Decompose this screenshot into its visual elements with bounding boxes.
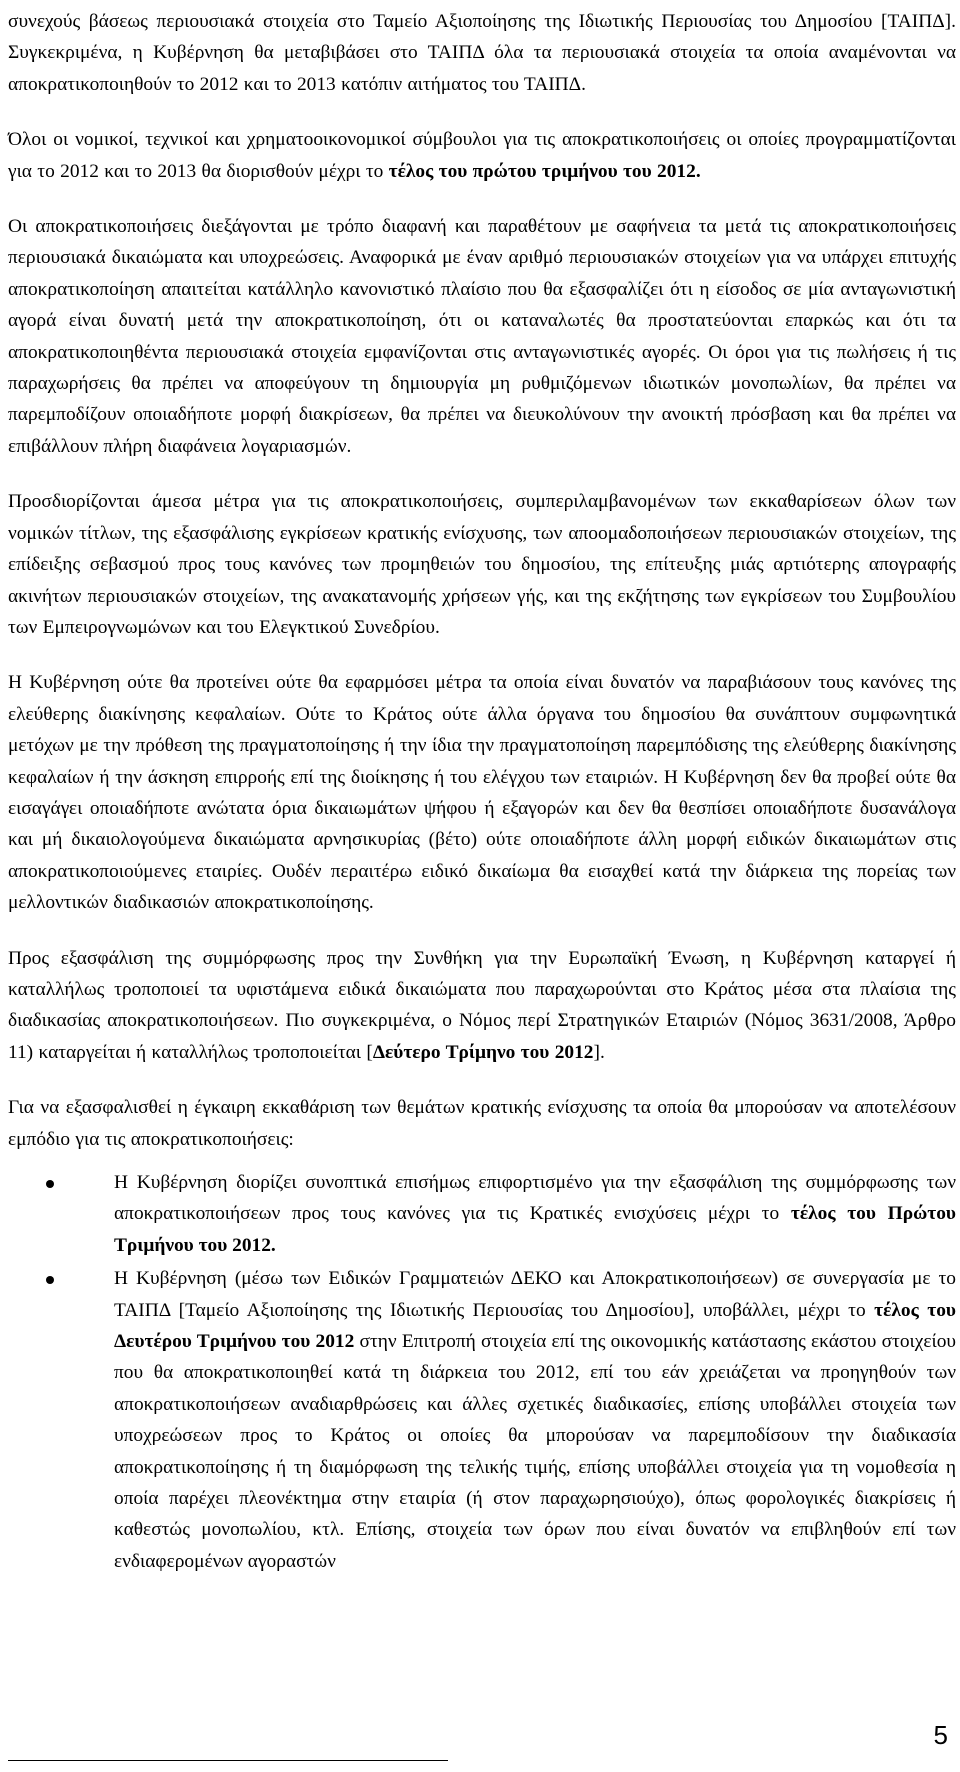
- paragraph-state-aid-intro: [8, 1092, 956, 1155]
- deadline-bold: τέλος του πρώτου τριμήνου του 2012.: [388, 160, 701, 182]
- paragraph-text: Οι αποκρατικοποιήσεις διεξάγονται με τρόπο διαφανή και παραθέτουν με σαφήνεια τα μετά τις αποκρατικοποιήσεις περιουσιακά δικαιώματα και υποχρεώσεις. Αναφορικά με έναν αριθμό περιουσιακών στοιχείων για να υπάρχει επιτυχής αποκρατικοποίηση απαιτείται κατάλληλο κανονιστικό πλαίσιο που θα εξασφαλίζει ότι η είσοδος σε μία ανταγωνιστική αγορά είναι δυνατή μετά την αποκρατικοποίηση, ότι οι καταναλωτές θα προστατεύονται επαρκώς και ότι τα αποκρατικοποιηθέντα περιουσιακά στοιχεία εμφανίζονται στις ανταγωνιστικές αγορές. Οι όροι για τις πωλήσεις ή τις παραχωρήσεις θα πρέπει να αποφεύγουν τη δημιουργία μη ρυθμιζόμενων ιδιωτικών μονοπωλίων, θα πρέπει να παρεμποδίζουν οποιαδήποτε μορφή διακρίσεων, θα πρέπει να διευκολύνουν την ανοικτή πρόσβαση και θα πρέπει να επιβάλλουν πλήρη διαφάνεια λογαριασμών.: [8, 216, 956, 457]
- paragraph-text-after: ].: [593, 1041, 605, 1063]
- list-item: [8, 1263, 956, 1577]
- deadline-bold: τέλος του Δευτέρου Τριμήνου του 2012: [114, 1299, 956, 1353]
- list-item: [8, 1167, 956, 1261]
- list-item-text: Η Κυβέρνηση διορίζει συνοπτικά επισήμως επιφορτισμένο για την εξασφάλιση της συμμόρφωσης των αποκρατικοποιήσεων προς τους κανόνες για τις Κρατικές ενισχύσεις μέχρι το: [114, 1172, 956, 1225]
- paragraph-transparency: [8, 211, 956, 462]
- bullet-list: [8, 1167, 956, 1577]
- list-item-text-after: στην Επιτροπή στοιχεία επί της οικονομικής κατάστασης εκάστου στοιχείου που θα αποκρατικοποιηθεί κατά τη διάρκεια του 2012, επί του εάν χρειάζεται να προηγηθούν των αποκρατικοποιήσεων αναδιαρθρώσεις και άλλες σχετικές διαδικασίες, επίσης υποβάλλει στοιχεία των υποχρεώσεων προς το Κράτος οι οποίες θα μπορούσαν να παρεμποδίσουν την διαδικασία αποκρατικοποίησης ή τη διαμόρφωση της τελικής τιμής, επίσης υποβάλλει στοιχεία για τη νομοθεσία η οποία παρέχει πλεονέκτημα στην εταιρία (ή στον παραχωρησιούχο), όπως φορολογικές διακρίσεις ή καθεστώς μονοπωλίου, κτλ. Επίσης, στοιχεία των όρων που είναι δυνατόν να επιβληθούν επί των ενδιαφερομένων αγοραστών: [114, 1331, 956, 1572]
- bullet-icon: [46, 1276, 54, 1284]
- document-page: [8, 0, 956, 1579]
- page-number: 5: [933, 1720, 948, 1750]
- paragraph-text: Για να εξασφαλισθεί η έγκαιρη εκκαθάριση των θεμάτων κρατικής ενίσχυσης τα οποία θα μπορούσαν να αποτελέσουν εμπόδιο για τις αποκρατικοποιήσεις:: [8, 1097, 956, 1150]
- deadline-bold: Δεύτερο Τρίμηνο του 2012: [372, 1041, 594, 1063]
- bullet-icon: [46, 1180, 54, 1188]
- paragraph-measures: [8, 486, 956, 643]
- paragraph-text: Προς εξασφάλιση της συμμόρφωσης προς την Συνθήκη για την Ευρωπαϊκή Ένωση, η Κυβέρνηση καταργεί ή καταλλήλως τροποποιεί τα υφιστάμενα ειδικά δικαιώματα που παραχωρούνται στο Κράτος μέσα στα πλαίσια της διαδικασίας αποκρατικοποιήσεων. Πιο συγκεκριμένα, ο Νόμος περί Στρατηγικών Εταιριών (Νόμος 3631/2008, Άρθρο 11) καταργείται ή καταλλήλως τροποποιείται [: [8, 947, 956, 1063]
- footnote-separator: [8, 1760, 448, 1761]
- paragraph-assets-transfer: [8, 6, 956, 100]
- paragraph-text: συνεχούς βάσεως περιουσιακά στοιχεία στο Ταμείο Αξιοποίησης της Ιδιωτικής Περιουσίας του Δημοσίου [ΤΑΙΠΔ]. Συγκεκριμένα, η Κυβέρνηση θα μεταβιβάσει στο ΤΑΙΠΔ όλα τα περιουσιακά στοιχεία τα οποία αναμένονται να αποκρατικοποιηθούν το 2012 και το 2013 κατόπιν αιτήματος του ΤΑΙΠΔ.: [8, 11, 956, 95]
- deadline-bold: τέλος του Πρώτου Τριμήνου του 2012.: [114, 1203, 956, 1256]
- paragraph-text: Προσδιορίζονται άμεσα μέτρα για τις αποκρατικοποιήσεις, συμπεριλαμβανομένων των εκκαθαρίσεων όλων των νομικών τίτλων, της εξασφάλισης εγκρίσεων κρατικής ενίσχυσης, των αποομαδοποιήσεων περιουσιακών στοιχείων, της επίδειξης σεβασμού προς τους κανόνες των προμηθειών του δημοσίου, της επίτευξης μιάς αρτιότερης απογραφής ακινήτων περιουσιακών στοιχείων, της ανακατανομής χρήσεων γής, και της εκζήτησης των εγκρίσεων του Συμβουλίου των Εμπειρογνωμώνων και του Ελεγκτικού Συνεδρίου.: [8, 491, 956, 638]
- paragraph-treaty-compliance: [8, 943, 956, 1069]
- paragraph-advisors: [8, 124, 956, 187]
- paragraph-text: Όλοι οι νομικοί, τεχνικοί και χρηματοοικονομικοί σύμβουλοι για τις αποκρατικοποιήσεις οι οποίες προγραμματίζονται για το 2012 και το 2013 θα διορισθούν μέχρι το: [8, 129, 956, 182]
- paragraph-capital-movement: [8, 667, 956, 918]
- list-item-text: Η Κυβέρνηση (μέσω των Ειδικών Γραμματειών ΔΕΚΟ και Αποκρατικοποιήσεων) σε συνεργασία με το ΤΑΙΠΔ [Ταμείο Αξιοποίησης της Ιδιωτικής Περιουσίας του Δημοσίου], υποβάλλει, μέχρι το: [114, 1268, 956, 1321]
- paragraph-text: Η Κυβέρνηση ούτε θα προτείνει ούτε θα εφαρμόσει μέτρα τα οποία είναι δυνατόν να παραβιάσουν τους κανόνες της ελεύθερης διακίνησης κεφαλαίων. Ούτε το Κράτος ούτε άλλα όργανα του δημοσίου θα συνάπτουν συμφωνητικά μετόχων με την πρόθεση της πραγματοποίησης ή την ίδια την πραγματοποίηση παρεμπόδισης της ελεύθερης διακίνησης κεφαλαίων ή την άσκηση επιρροής επί της διοίκησης ή του ελέγχου των εταιριών. Η Κυβέρνηση δεν θα προβεί ούτε θα εισαγάγει οποιαδήποτε ανώτατα όρια δικαιωμάτων ψήφου ή εξαγορών και δεν θα θεσπίσει οποιαδήποτε δυσανάλογα και μή δικαιολογούμενα δικαιώματα αρνησικυρίας (βέτο) ούτε οποιαδήποτε άλλη μορφή ειδικών δικαιωμάτων στις αποκρατικοποιούμενες εταιρίες. Ουδέν περαιτέρω ειδικό δικαίωμα θα εισαχθεί κατά την διάρκεια της πορείας των μελλοντικών διαδικασιών αποκρατικοποίησης.: [8, 672, 956, 914]
